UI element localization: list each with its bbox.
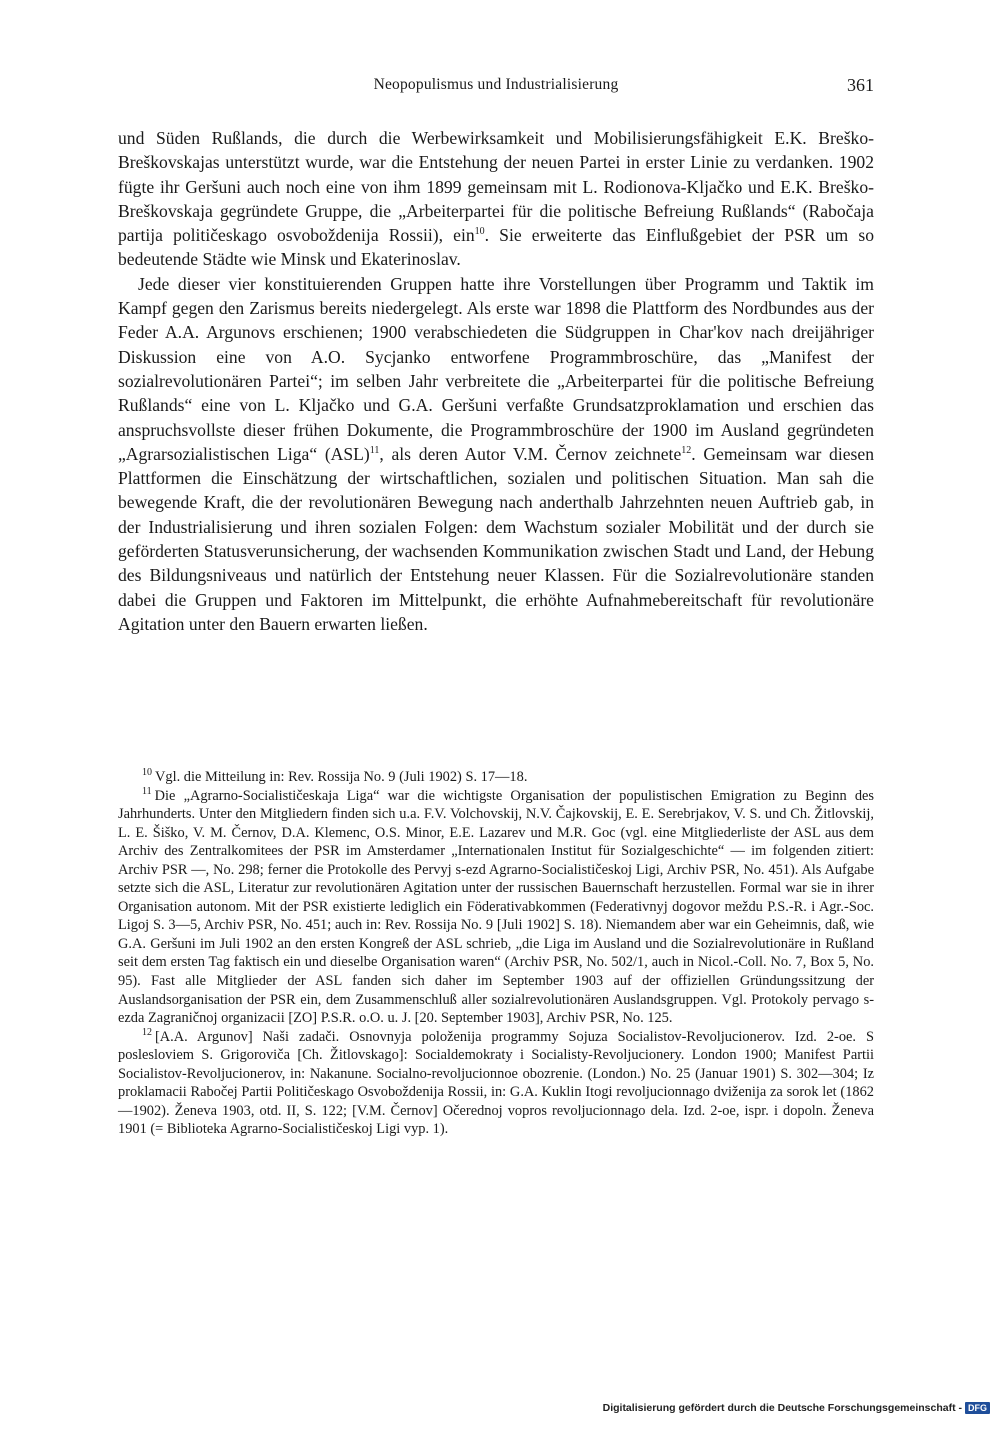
credit-text: Digitalisierung gefördert durch die Deutsche Forschungsgemeinschaft - bbox=[602, 1402, 962, 1414]
footnote-10 bbox=[118, 768, 874, 787]
paragraph-2-text-b: , als deren Autor V.M. Černov zeichnete bbox=[379, 443, 682, 464]
footnote-text: Vgl. die Mitteilung in: Rev. Rossija No. 9 (Juli 1902) S. 17—18. bbox=[155, 769, 528, 785]
running-head bbox=[118, 76, 874, 100]
paragraph-1-text-b: . Sie erweiterte das Einflußgebiet der PSR um so bedeutende Städte wie Minsk und Ekaterinoslav. bbox=[118, 225, 874, 270]
paragraph-2-text-c: . Gemeinsam war diesen Plattformen die Einschätzung der wirtschaftlichen, sozialen und politischen Situation. Man sah die bewegende Kraft, die der revolutionären Bewegung nach anderthalb Jahrzehnten neuen Auftrieb gab, in der Industrialisierung und ihren sozialen Folgen: dem Wachstum sozialer Mobilität und der durch sie geförderten Statusverunsicherung, der wachsenden Kommunikation zwischen Stadt und Land, der Hebung des Bildungsniveaus und natürlich der Entstehung neuer Klassen. Für die Sozialrevolutionäre standen dabei die Gruppen und Faktoren im Mittelpunkt, die erhöhte Aufnahmebereitschaft für revolutionäre Agitation unter den Bauern erwarten ließen. bbox=[118, 443, 875, 634]
body-text bbox=[118, 126, 874, 636]
footnote-ref-12[interactable]: 12 bbox=[681, 445, 692, 456]
footnote-number: 10 bbox=[142, 767, 152, 779]
footnotes bbox=[118, 768, 874, 1139]
footnote-number: 11 bbox=[142, 785, 152, 797]
paragraph-1-text-a: und Süden Rußlands, die durch die Werbewirksamkeit und Mobilisierungsfähigkeit E.K. Breško-Breškovskajas unterstützt wurde, war die Entstehung der neuen Partei in erster Linie zu verdanken. 1902 fügte ihr Geršuni auch noch eine von ihm 1899 gemeinsam mit L. Rodionova-Kljačko und E.K. Breško-Breškovskaja gegründete Gruppe, die „Arbeiterpartei für die politische Befreiung Rußlands“ (Rabočaja partija političeskago osvoboždenija Rossii), ein bbox=[118, 128, 874, 246]
footnote-12 bbox=[118, 1028, 874, 1139]
footnote-ref-10[interactable]: 10 bbox=[474, 226, 485, 238]
paragraph-1 bbox=[118, 126, 874, 272]
footnote-11 bbox=[118, 787, 874, 1028]
footnote-text: Die „Agrarno-Socialističeskaja Liga“ war die wichtigste Organisation der populistischen Emigration zu Beginn des Jahrhunderts. Unter den Mitgliedern finden sich u.a. F.V. Volchovskij, N.V. Čajkovskij, E. E. Serebrjakov, V. S. und Ch. Žitlovskij, L. E. Šiško, V. M. Černov, D.A. Klemenc, O.S. Minor, E.E. Lazarev und M.R. Goc (vgl. eine Mitgliederliste der ASL aus dem Archiv des Zentralkomitees der PSR im Amsterdamer „Internationalen Institut für Sozialgeschichte“ — im folgenden zitiert: Archiv PSR —, No. 298; ferner die Protokolle des Pervyj s-ezd Agrarno-Socialističeskoj Ligi, Archiv PSR, No. 451). Als Aufgabe setzte sich die ASL, Literatur zur revolutionären Agitation unter der russischen Bauernschaft herzustellen. Formal war sie in ihrer Organisation autonom. Mit der PSR existierte lediglich ein Föderativabkommen (Federativnyj dogovor meždu P.S.-R. i Agr.-Soc. Ligoj S. 3—5, Archiv PSR, No. 451; auch in: Rev. Rossija No. 9 [Juli 1902] S. 18). Niemandem aber war ein Geheimnis, daß, wie G.A. Geršuni im Juli 1902 an den ersten Kongreß der ASL schrieb, „die Liga im Ausland und die Sozialrevolutionäre in Rußland seit dem ersten Tag faktisch ein und dieselbe Organisation waren“ (Archiv PSR, No. 502/1, auch in Nicol.-Coll. No. 7, Box 5, No. 95). Fast alle Mitglieder der ASL fanden sich daher im September 1903 auf der offiziellen Gründungssitzung der Auslandsorganisation der PSR ein, dem Zusammenschluß aller sozialrevolutionären Auslandsgruppen. Vgl. Protokoly pervago s-ezda Zagraničnoj organizacii [ZO] P.S.R. o.O. u. J. [20. September 1903], Archiv PSR, No. 125. bbox=[118, 787, 874, 1027]
paragraph-2-text-a: Jede dieser vier konstituierenden Gruppen hatte ihre Vorstellungen über Programm und Taktik im Kampf gegen den Zarismus bereits niedergelegt. Als erste war 1898 die Plattform des Nordbundes aus der Feder A.A. Argunovs erschienen; 1900 verabschiedeten die Südgruppen in Char'kov nach dreijähriger Diskussion eine von A.O. Sycjanko entworfene Programmbroschüre, das „Manifest der sozialrevolutionären Partei“; im selben Jahr verbreitete die „Arbeiterpartei für die politische Befreiung Rußlands“ eine von L. Kljačko und G.A. Geršuni verfaßte Grundsatzproklamation und erschien das anspruchsvollste dieser frühen Dokumente, die Programmbroschüre der 1900 im Ausland gegründeten „Agrarsozialistischen Liga“ (ASL) bbox=[118, 273, 874, 464]
digitization-credit bbox=[603, 1399, 990, 1417]
dfg-logo-icon: DFG bbox=[965, 1402, 990, 1414]
page-number: 361 bbox=[847, 75, 874, 95]
footnote-text: [A.A. Argunov] Naši zadači. Osnovnyja položenija programmy Sojuza Socialistov-Revoljucionerov. Izd. 2-oe. S poslesloviem S. Grigoroviča [Ch. Žitlovskago]: Socialdemokraty i Socialisty-Revoljucionery. London 1900; Manifest Partii Socialistov-Revoljucionerov, in: Nakanune. Socialno-revoljucionnoe obozrenie. (London.) No. 25 (Januar 1901) S. 302—304; Iz proklamacii Rabočej Partii Političeskago Osvoboždenija Rossii, in: G.A. Kuklin Itogi revoljucionnago dviženija za sorok let (1862—1902). Ženeva 1903, otd. II, S. 122; [V.M. Černov] Očerednoj vopros revoljucionnago dela. Izd. 2-oe, ispr. i dopoln. Ženeva 1901 (= Biblioteka Agrarno-Socialističeskoj Ligi vyp. 1). bbox=[118, 1028, 874, 1138]
running-title: Neopopulismus und Industrialisierung bbox=[373, 76, 619, 93]
paragraph-2 bbox=[118, 272, 874, 636]
footnote-number: 12 bbox=[142, 1026, 152, 1038]
footnote-ref-11[interactable]: 11 bbox=[369, 445, 380, 456]
